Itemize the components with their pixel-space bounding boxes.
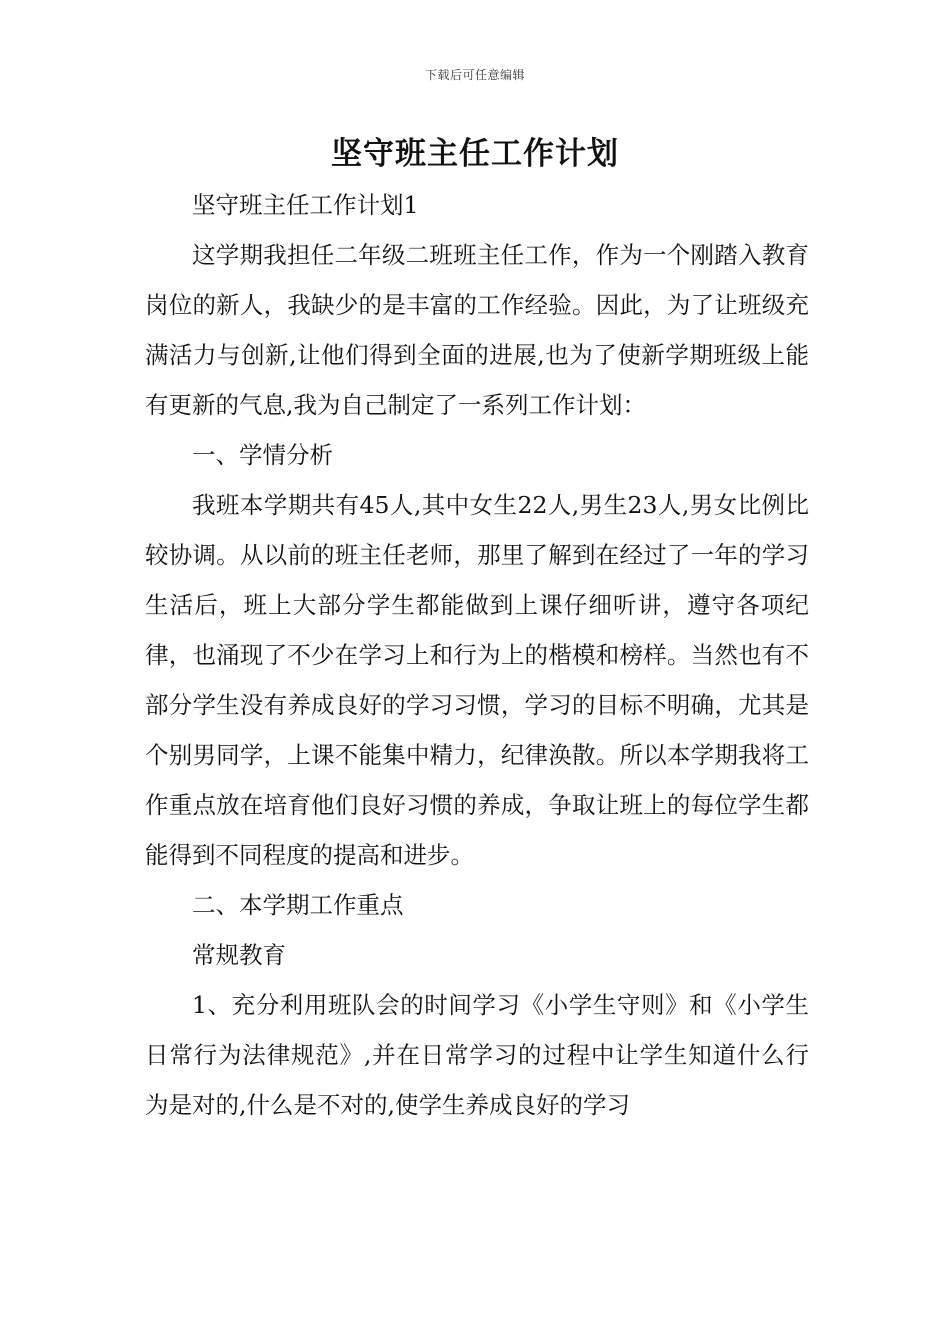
document-title: 坚守班主任工作计划: [331, 136, 619, 172]
routine-item-1: 1、充分利用班队会的时间学习《小学生守则》和《小学生日常行为法律规范》,并在日常学习的过程中让学生知道什么行为是对的,什么是不对的,使学生养成良好的学习: [145, 991, 809, 1119]
subheading-routine-education: 常规教育: [192, 941, 286, 969]
document-body: [145, 180, 809, 1130]
section-heading-focus: 二、本学期工作重点: [192, 891, 404, 919]
analysis-paragraph: 我班本学期共有45人,其中女生22人,男生23人,男女比例比较协调。从以前的班主任老师，那里了解到在经过了一年的学习生活后，班上大部分学生都能做到上课仔细听讲，遵守各项纪律，也涌现了不少在学习上和行为上的楷模和榜样。当然也有不部分学生没有养成良好的学习习惯，学习的目标不明确，尤其是个别男同学，上课不能集中精力，纪律涣散。所以本学期我将工作重点放在培育他们良好习惯的养成，争取让班上的每位学生都能得到不同程度的提高和进步。: [145, 491, 809, 869]
intro-paragraph: 这学期我担任二年级二班班主任工作，作为一个刚踏入教育岗位的新人，我缺少的是丰富的工作经验。因此，为了让班级充满活力与创新,让他们得到全面的进展,也为了使新学期班级上能有更新的气息,我为自己制定了一系列工作计划：: [145, 241, 809, 419]
section-heading-analysis: 一、学情分析: [192, 441, 333, 469]
header-note: 下载后可任意编辑: [424, 68, 525, 82]
section-heading-plan-1: 坚守班主任工作计划1: [192, 191, 419, 219]
